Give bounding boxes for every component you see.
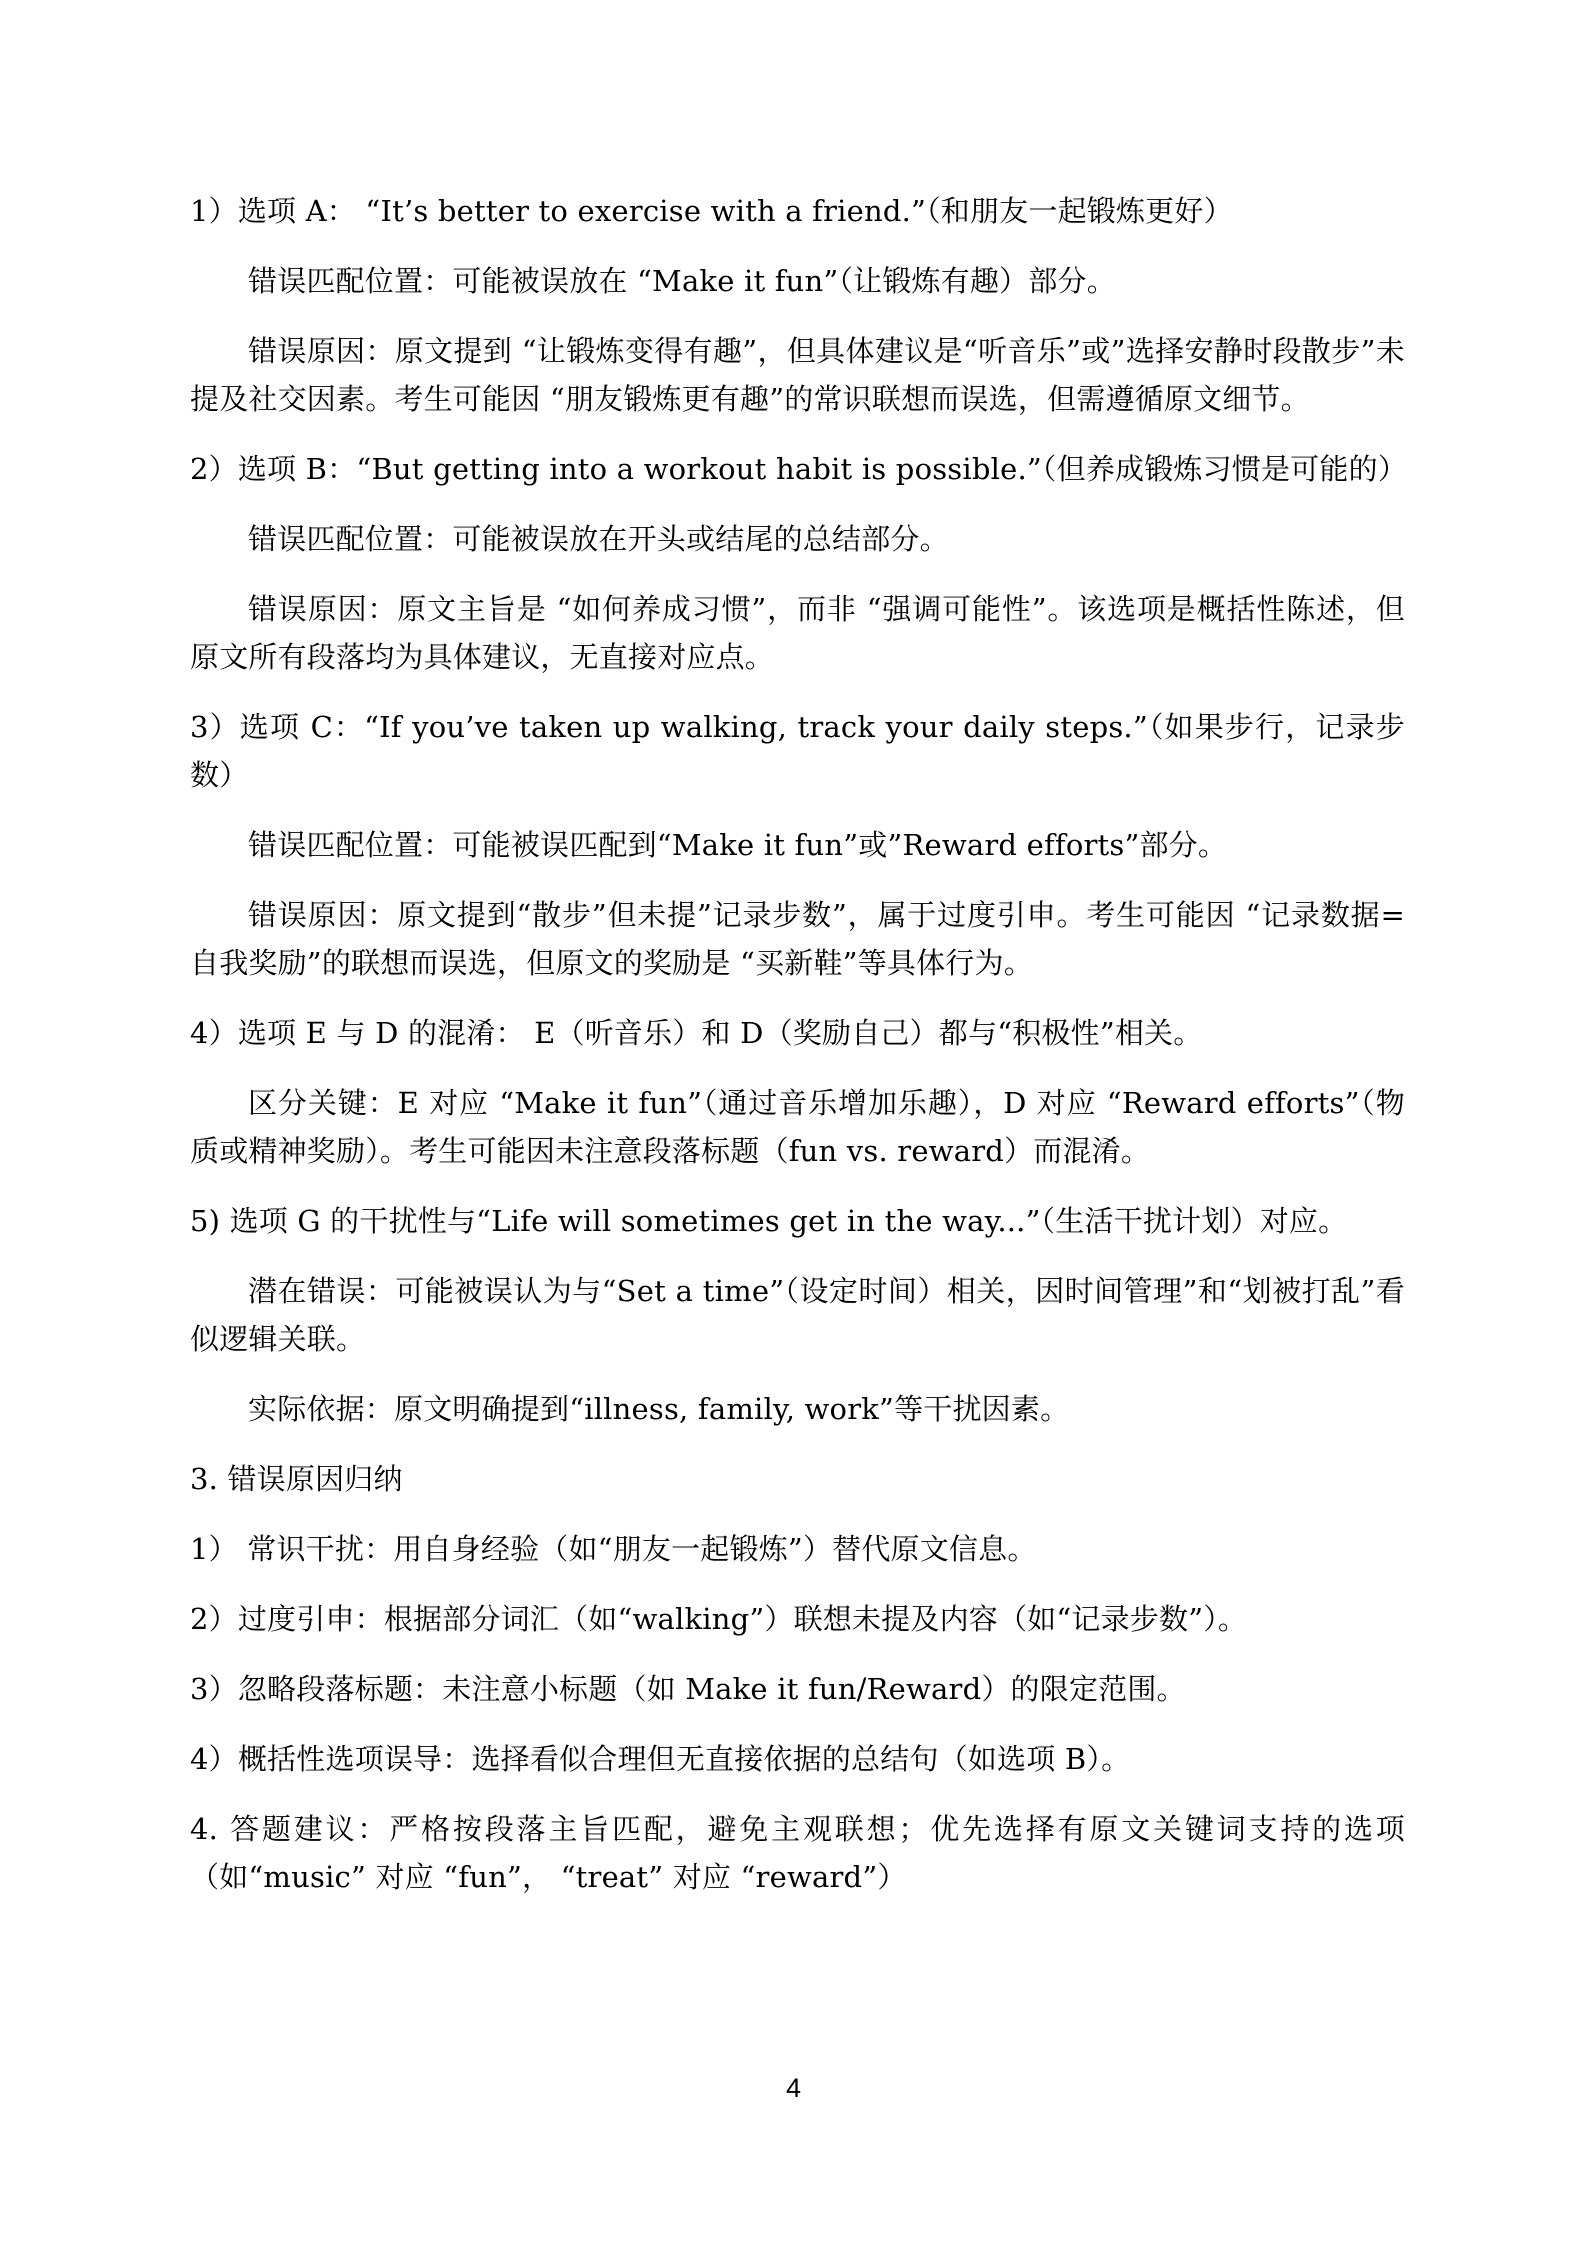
paragraph-option-a-position: 错误匹配位置：可能被误放在 “Make it fun”（让锻炼有趣）部分。 [248, 264, 1116, 298]
summary-item-1: 1） 常识干扰：用自身经验（如“朋友一起锻炼”）替代原文信息。 [190, 1532, 1037, 1566]
summary-item-4: 4）概括性选项误导：选择看似合理但无直接依据的总结句（如选项 B）。 [190, 1742, 1131, 1776]
section-heading-error-summary: 3. 错误原因归纳 [190, 1462, 403, 1496]
summary-item-3: 3）忽略段落标题：未注意小标题（如 Make it fun/Reward）的限定范围。 [190, 1672, 1186, 1706]
paragraph-option-c-reason: 错误原因：原文提到“散步”但未提”记录步数”，属于过度引申。考生可能因 “记录数据=自我奖励”的联想而误选，但原文的奖励是 “买新鞋”等具体行为。 [190, 898, 1405, 980]
summary-item-2: 2）过度引申：根据部分词汇（如“walking”）联想未提及内容（如“记录步数”）。 [190, 1602, 1248, 1636]
paragraph-option-a: 1）选项 A： “It’s better to exercise with a friend.”（和朋友一起锻炼更好） [190, 194, 1233, 228]
paragraph-option-b-reason: 错误原因：原文主旨是 “如何养成习惯”，而非 “强调可能性”。该选项是概括性陈述，但原文所有段落均为具体建议，无直接对应点。 [190, 592, 1405, 674]
paragraph-option-b: 2）选项 B：“But getting into a workout habit is possible.”（但养成锻炼习惯是可能的） [190, 452, 1408, 486]
paragraph-option-a-reason: 错误原因：原文提到 “让锻炼变得有趣”，但具体建议是“听音乐”或”选择安静时段散步”未提及社交因素。考生可能因 “朋友锻炼更有趣”的常识联想而误选，但需遵循原文细节。 [190, 334, 1405, 416]
paragraph-option-g-error: 潜在错误：可能被误认为与“Set a time”（设定时间）相关，因时间管理”和“划被打乱”看似逻辑关联。 [190, 1274, 1405, 1356]
document-body [190, 187, 1408, 1923]
paragraph-option-c-position: 错误匹配位置：可能被误匹配到“Make it fun”或”Reward efforts”部分。 [248, 828, 1228, 862]
section-answer-advice: 4. 答题建议：严格按段落主旨匹配，避免主观联想；优先选择有原文关键词支持的选项（如“music” 对应 “fun”， “treat” 对应 “reward”） [190, 1812, 1405, 1894]
paragraph-option-g-basis: 实际依据：原文明确提到“illness, family, work”等干扰因素。 [248, 1392, 1070, 1426]
paragraph-option-e-d-key: 区分关键：E 对应 “Make it fun”（通过音乐增加乐趣），D 对应 “Reward efforts”（物质或精神奖励）。考生可能因未注意段落标题（fun vs. reward）而混淆。 [190, 1086, 1405, 1168]
paragraph-option-c: 3）选项 C：“If you’ve taken up walking, track your daily steps.”（如果步行，记录步数） [190, 710, 1405, 792]
page-number: 4 [785, 2073, 802, 2103]
paragraph-option-g: 5) 选项 G 的干扰性与“Life will sometimes get in the way...”（生活干扰计划）对应。 [190, 1204, 1348, 1238]
paragraph-option-b-position: 错误匹配位置：可能被误放在开头或结尾的总结部分。 [248, 522, 949, 556]
paragraph-option-e-d: 4）选项 E 与 D 的混淆： E（听音乐）和 D（奖励自己）都与“积极性”相关。 [190, 1016, 1203, 1050]
